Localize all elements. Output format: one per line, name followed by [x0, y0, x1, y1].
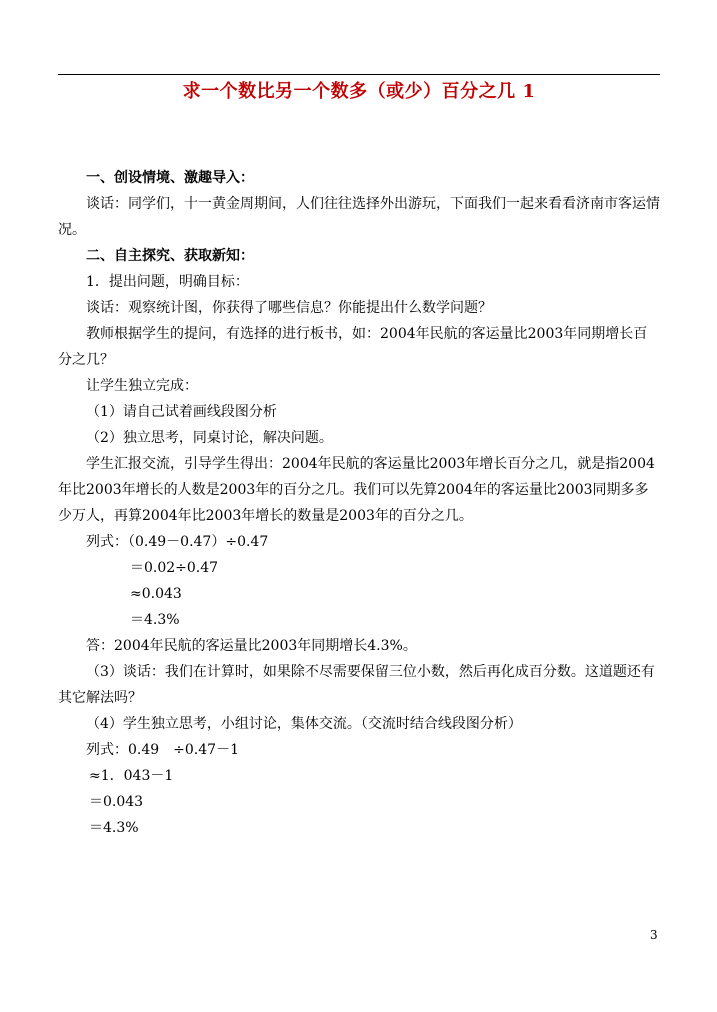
formula-line: 列式：（0.49－0.47）÷0.47 [86, 534, 269, 550]
document-body [58, 165, 660, 841]
paragraph: 学生汇报交流，引导学生得出：2004年民航的客运量比2003年增长百分之几，就是指2004年比2003年增长的人数是2003年的百分之几。我们可以先算2004年的客运量比2003同期多多少万人，再算2004年比2003年增长的数量是2003年的百分之几。 [58, 456, 655, 524]
document-title: 求一个数比另一个数多（或少）百分之几 1 [182, 81, 536, 102]
paragraph: 谈话：观察统计图，你获得了哪些信息？你能提出什么数学问题？ [86, 300, 492, 316]
answer-line: 答：2004年民航的客运量比2003年同期增长4.3%。 [86, 638, 417, 654]
section-heading-1: 一、创设情境、激趣导入： [86, 170, 254, 186]
paragraph: （1）请自己试着画线段图分析 [86, 404, 277, 420]
paragraph: 1．提出问题，明确目标： [86, 274, 249, 290]
paragraph: （3）谈话：我们在计算时，如果除不尽需要保留三位小数，然后再化成百分数。这道题还有其它解法吗？ [58, 664, 655, 706]
paragraph: （4）学生独立思考，小组讨论，集体交流。（交流时结合线段图分析） [86, 716, 522, 732]
paragraph: 教师根据学生的提问，有选择的进行板书，如：2004年民航的客运量比2003年同期增长百分之几？ [58, 326, 648, 368]
formula-line: ＝0.043 [89, 794, 144, 810]
formula-line: ≈1．043－1 [89, 768, 174, 784]
formula-line: ≈0.043 [130, 586, 182, 602]
paragraph: 让学生独立完成： [86, 378, 198, 394]
section-heading-2: 二、自主探究、获取新知： [86, 248, 254, 264]
header-rule [58, 74, 660, 75]
paragraph: 谈话：同学们，十一黄金周期间，人们往往选择外出游玩，下面我们一起来看看济南市客运情况。 [58, 196, 660, 238]
formula-line: ＝0.02÷0.47 [130, 560, 219, 576]
page-number: 3 [650, 928, 658, 942]
paragraph: （2）独立思考，同桌讨论，解决问题。 [86, 430, 333, 446]
formula-line: 列式：0.49 ÷0.47－1 [86, 742, 239, 758]
formula-line: ＝4.3% [130, 612, 180, 628]
formula-line: ＝4.3% [89, 820, 139, 836]
